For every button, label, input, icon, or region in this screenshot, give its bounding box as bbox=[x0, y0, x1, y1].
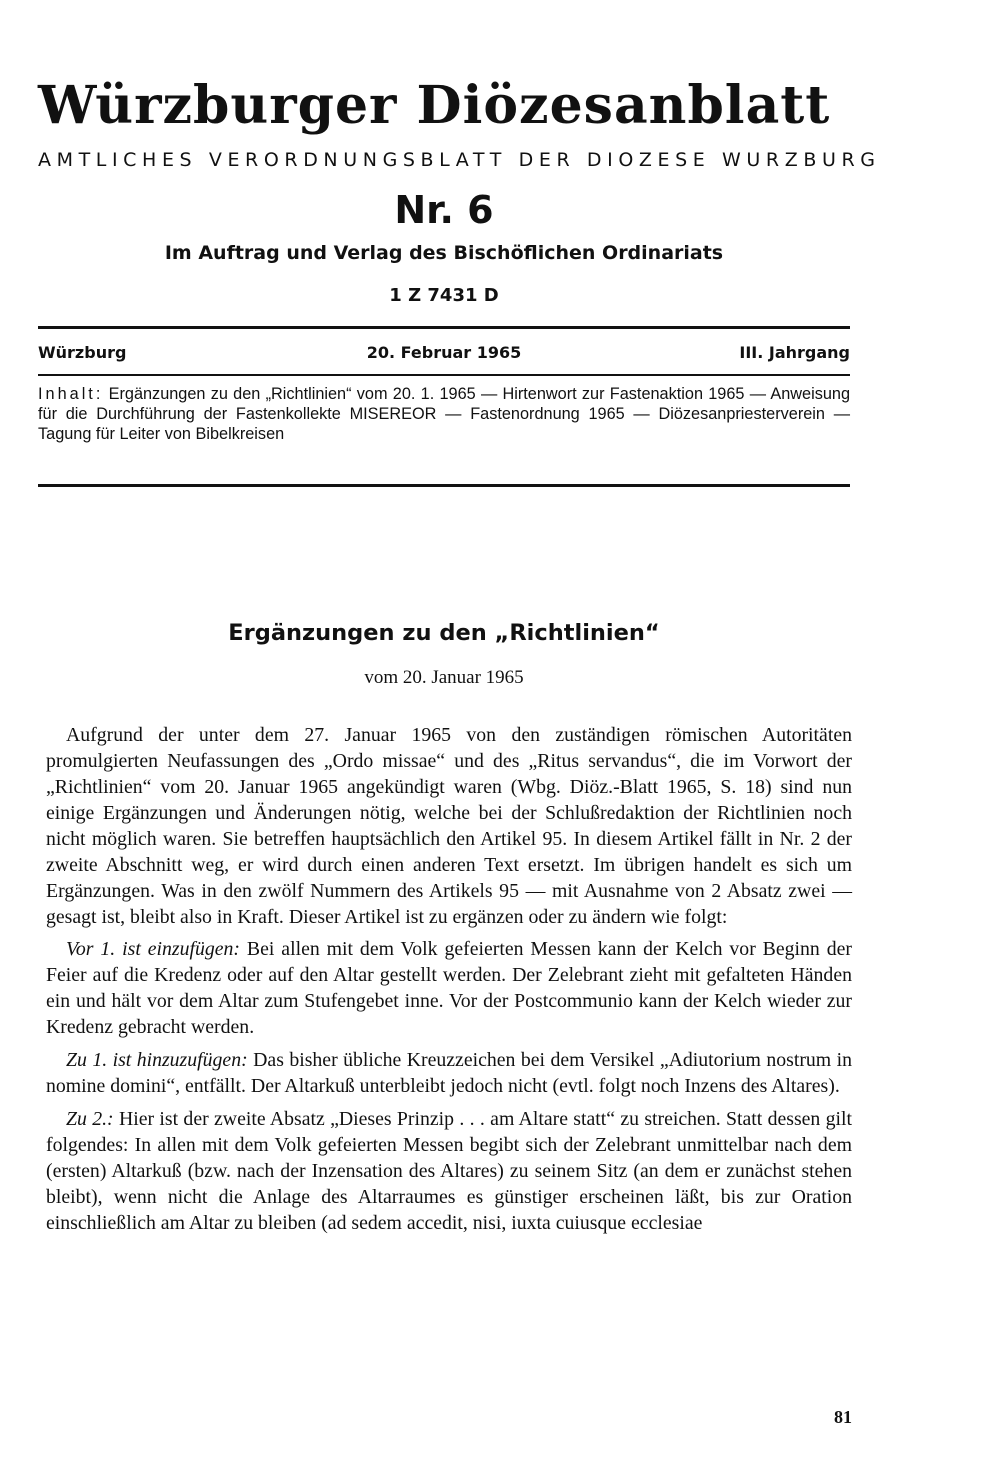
article-paragraph: Vor 1. ist einzufügen: Bei allen mit dem Volk gefeierten Messen kann der Kelch vor Beginn der Feier auf die Kredenz oder auf den Altar gestellt werden. Der Zelebrant zieht mit gefalteten Händen ein und hält vor dem Altar zum Stufengebet inne. Vor der Postcommunio kann der Kelch wieder zur Kredenz gebracht werden. bbox=[46, 938, 852, 1038]
page-number: 81 bbox=[834, 1407, 852, 1427]
paragraph-lead: Zu 1. ist hinzuzufügen: bbox=[66, 1049, 248, 1071]
paragraph-lead: Zu 2.: bbox=[66, 1108, 114, 1130]
contents-rule bbox=[38, 484, 850, 487]
issue-number: Nr. 6 bbox=[394, 188, 494, 232]
contents-label: Inhalt: bbox=[38, 385, 104, 403]
publisher-line: Im Auftrag und Verlag des Bischöflichen Ordinariats bbox=[164, 242, 724, 264]
article-paragraph: Zu 1. ist hinzuzufügen: Das bisher übliche Kreuzzeichen bei dem Versikel „Adiutorium nostrum in nomine domini“, entfällt. Der Altarkuß unterbleibt jedoch nicht (evtl. folgt noch Inzens des Altares). bbox=[46, 1049, 852, 1097]
dateline-rule bbox=[38, 374, 850, 376]
dateline-volume: III. Jahrgang bbox=[739, 343, 850, 362]
dateline-place: Würzburg bbox=[38, 343, 127, 362]
paragraph-lead: Vor 1. ist einzufügen: bbox=[66, 938, 241, 960]
dateline bbox=[38, 340, 850, 366]
registration-number: 1 Z 7431 D bbox=[389, 285, 499, 306]
contents-text: Ergänzungen zu den „Richtlinien“ vom 20. 1. 1965 — Hirtenwort zur Fastenaktion 1965 — Anweisung für die Durchführung der Fastenkollekte MISEREOR — Fastenordnung 1965 — Diözesanpriesterverein — Tagung für Leiter von Bibelkreisen bbox=[38, 385, 850, 443]
article-paragraph: Zu 2.: Hier ist der zweite Absatz „Dieses Prinzip . . . am Altare statt“ zu streichen. Statt dessen gilt folgendes: In allen mit dem Volk gefeierten Messen begibt sich der Zelebrant unmittelbar nach dem (ersten) Altarkuß (bzw. nach der Inzensation des Altares) zu seinem Sitz (an dem er zunächst stehen bleibt), wenn nicht die Anlage des Altarraumes es günstiger erscheinen läßt, bis zur Oration einschließlich am Altar zu bleiben (ad sedem accedit, nisi, iuxta cuiusque ecclesiae bbox=[46, 1108, 853, 1234]
article-title: Ergänzungen zu den „Richtlinien“ bbox=[228, 620, 660, 646]
table-of-contents bbox=[38, 384, 850, 444]
article-date: vom 20. Januar 1965 bbox=[364, 667, 524, 688]
masthead-subtitle: AMTLICHES VERORDNUNGSBLATT DER DIOZESE WURZBURG bbox=[38, 149, 881, 171]
top-rule bbox=[38, 326, 850, 329]
article-paragraph: Aufgrund der unter dem 27. Januar 1965 von den zuständigen römischen Autoritäten promulgierten Neufassungen des „Ordo missae“ und des „Ritus servandus“, die im Vorwort der „Richtlinien“ vom 20. Januar 1965 angekündigt waren (Wbg. Diöz.-Blatt 1965, S. 18) sind nun einige Ergänzungen und Änderungen nötig, welche bei der Schlußredaktion der Richtlinien noch nicht möglich waren. Sie betreffen hauptsächlich den Artikel 95. In diesem Artikel fällt in Nr. 2 der zweite Abschnitt weg, er wird durch einen anderen Text ersetzt. Im übrigen handelt es sich um Ergänzungen. Was in den zwölf Nummern des Artikels 95 — mit Ausnahme von 2 Absatz zwei — gesagt ist, bleibt also in Kraft. Dieser Artikel ist zu ergänzen oder zu ändern wie folgt: bbox=[46, 724, 852, 928]
article-body bbox=[46, 722, 852, 1243]
masthead-title: Würzburger Diözesanblatt bbox=[38, 75, 831, 136]
dateline-date: 20. Februar 1965 bbox=[366, 343, 522, 362]
